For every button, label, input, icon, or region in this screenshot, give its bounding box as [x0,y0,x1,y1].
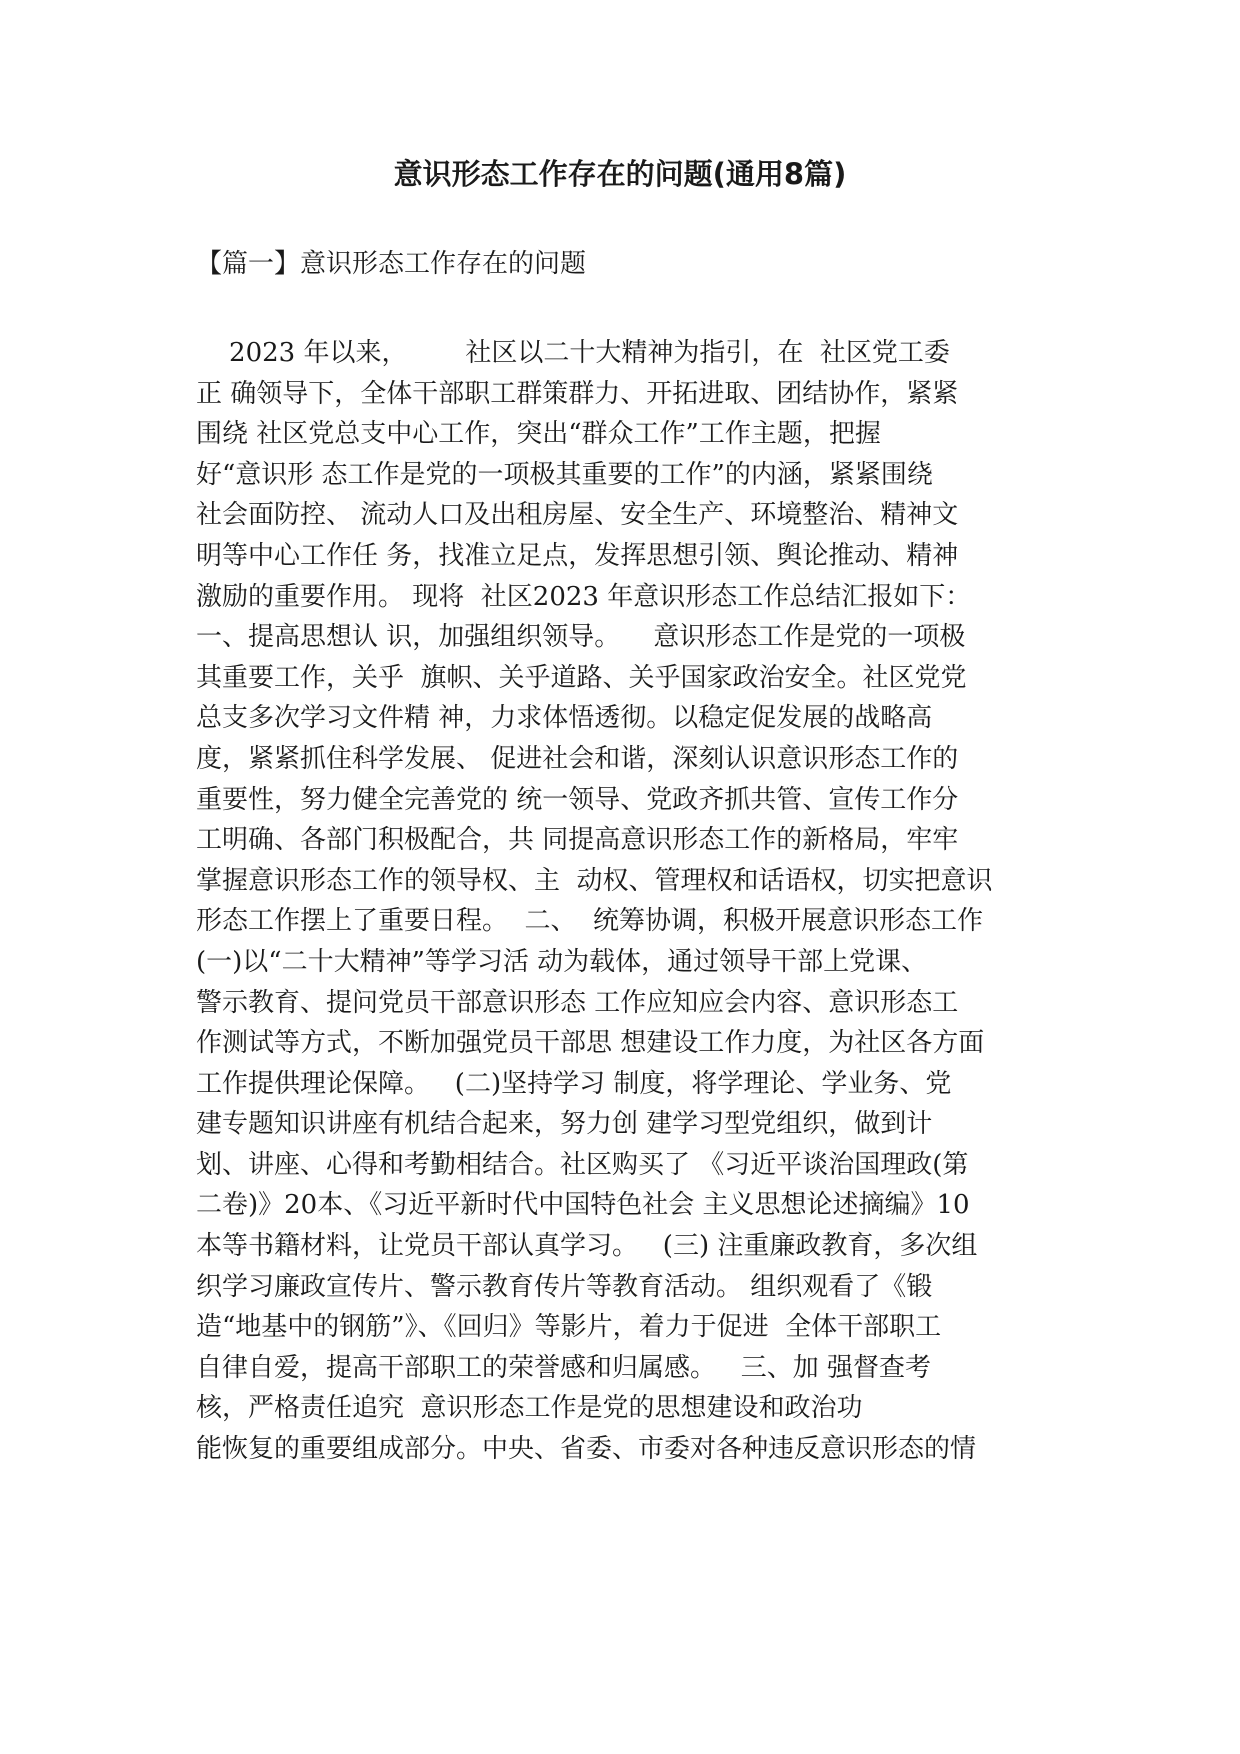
body-text [196,333,1076,1470]
body-line: 自律自爱，提高干部职工的荣誉感和归属感。 三、加 强督查考 [196,1352,932,1383]
body-line: 造“地基中的钢筋”》、《回归》等影片，着力于促进 全体干部职工 [196,1312,942,1343]
body-line: 作测试等方式，不断加强党员干部思 想建设工作力度，为社区各方面 [196,1028,985,1059]
body-line: 社会面防控、 流动人口及出租房屋、安全生产、环境整治、精神文 [196,500,959,531]
body-line: 划、讲座、心得和考勤相结合。社区购买了 《习近平谈治国理政(第 [196,1149,969,1180]
body-line: 明等中心工作任 务，找准立足点，发挥思想引领、舆论推动、精神 [196,540,959,571]
body-line: 建专题知识讲座有机结合起来，努力创 建学习型党组织，做到计 [196,1109,933,1140]
body-line: 度，紧紧抓住科学发展、 促进社会和谐，深刻认识意识形态工作的 [196,743,959,774]
body-line: 形态工作摆上了重要日程。 二、 统筹协调，积极开展意识形态工作 [196,906,984,937]
body-line: 一、提高思想认 识，加强组织领导。 意识形态工作是党的一项极 [196,622,966,653]
body-line: 正 确领导下，全体干部职工群策群力、开拓进取、团结协作，紧紧 [196,378,959,409]
body-line: 工明确、各部门积极配合，共 同提高意识形态工作的新格局，牢牢 [196,825,959,856]
body-line: 2023 年以来， 社区以二十大精神为指引，在 社区党工委 [196,338,950,368]
document-title: 意识形态工作存在的问题(通用8篇) [393,157,847,191]
body-line: 本等书籍材料，让党员干部认真学习。 (三) 注重廉政教育，多次组 [196,1231,978,1262]
body-line: 围绕 社区党总支中心工作，突出“群众工作”工作主题，把握 [196,419,881,450]
body-line: (一)以“二十大精神”等学习活 动为载体，通过领导干部上党课、 [196,946,928,977]
body-line: 能恢复的重要组成部分。中央、省委、市委对各种违反意识形态的情 [196,1434,977,1465]
body-line: 工作提供理论保障。 (二)坚持学习 制度，将学理论、学业务、党 [196,1068,952,1099]
body-line: 激励的重要作用。 现将 社区2023 年意识形态工作总结汇报如下： [196,581,972,612]
body-line: 其重要工作，关乎 旗帜、关乎道路、关乎国家政治安全。社区党党 [196,662,967,693]
body-line: 总支多次学习文件精 神，力求体悟透彻。以稳定促发展的战略高 [196,703,933,734]
section-heading: 【篇一】意识形态工作存在的问题 [196,249,587,279]
body-line: 织学习廉政宣传片、警示教育传片等教育活动。 组织观看了《锻 [196,1271,933,1302]
body-line: 重要性，努力健全完善党的 统一领导、党政齐抓共管、宣传工作分 [196,784,959,815]
body-line: 二卷)》20本、《习近平新时代中国特色社会 主义思想论述摘编》10 [196,1190,970,1221]
body-line: 好“意识形 态工作是党的一项极其重要的工作”的内涵，紧紧围绕 [196,459,933,490]
body-line: 掌握意识形态工作的领导权、主 动权、管理权和话语权，切实把意识 [196,865,993,896]
body-line: 警示教育、提问党员干部意识形态 工作应知应会内容、意识形态工 [196,987,959,1018]
body-line: 核，严格责任追究 意识形态工作是党的思想建设和政治功 [196,1393,863,1424]
